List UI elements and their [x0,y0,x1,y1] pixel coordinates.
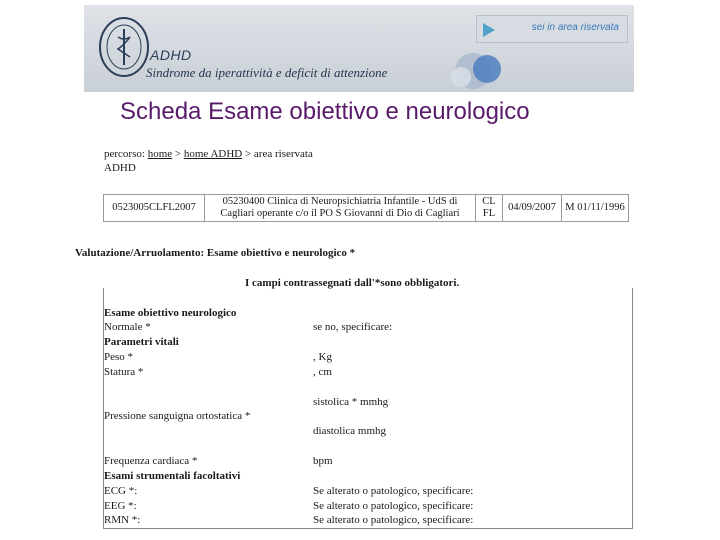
birth-cell: M 01/11/1996 [562,195,629,222]
statura-label: Statura * [104,366,144,378]
normale-label: Normale * [104,321,151,333]
breadcrumb: percorso: home > home ADHD > area riservata [104,148,313,160]
frequenza-field[interactable]: bpm [313,455,333,467]
ecg-field[interactable]: Se alterato o patologico, specificare: [313,485,474,497]
peso-label: Peso * [104,351,134,363]
breadcrumb-home-link[interactable]: home [147,148,173,160]
statura-field[interactable]: , cm [313,366,332,378]
table-row [104,195,629,222]
eeg-label: EEG *: [104,500,137,512]
sistolica-field[interactable]: sistolica * mmhg [313,396,389,408]
peso-field[interactable]: , Kg [313,351,332,363]
breadcrumb-tail: ADHD [104,162,136,174]
decorative-circles-icon [439,47,519,92]
patient-info-table [103,194,629,222]
breadcrumb-home-adhd-link[interactable]: home ADHD [183,148,243,160]
section-heading: Valutazione/Arruolamento: Esame obiettivo e neurologico * [75,247,356,259]
area-riservata-label: sei in area riservata [531,22,619,33]
form-heading: Esame obiettivo neurologico [104,307,237,319]
arrow-right-icon [483,23,495,37]
breadcrumb-current: > area riservata [244,148,313,160]
eeg-field[interactable]: Se alterato o patologico, specificare: [313,500,474,512]
diastolica-field[interactable]: diastolica mmhg [313,425,387,437]
normale-field[interactable]: se no, specificare: [313,321,393,333]
patient-code-cell: 0523005CLFL2007 [104,195,205,222]
area-riservata-link[interactable] [476,15,628,43]
parametri-heading: Parametri vitali [104,336,179,348]
pressione-label: Pressione sanguigna ortostatica * [104,410,251,422]
page-title: Scheda Esame obiettivo e neurologico [120,98,530,125]
rmn-label: RMN *: [104,514,141,526]
date-cell: 04/09/2007 [503,195,562,222]
frequenza-label: Frequenza cardiaca * [104,455,198,467]
header-banner [84,5,634,92]
required-note: I campi contrassegnati dall'*sono obbligatori. [245,277,460,289]
app-name: ADHD [150,47,192,63]
rmn-field[interactable]: Se alterato o patologico, specificare: [313,514,474,526]
app-subtitle: Sindrome da iperattività e deficit di attenzione [146,65,388,80]
initials-cell: CL FL [476,195,503,222]
esami-heading: Esami strumentali facoltativi [104,470,241,482]
breadcrumb-prefix: percorso: [104,148,145,160]
institute-seal-logo [98,15,150,79]
ecg-label: ECG *: [104,485,138,497]
center-cell: 05230400 Clinica di Neuropsichiatria Infantile - UdS di Cagliari operante c/o il PO S Giovanni di Dio di Cagliari [205,195,476,222]
